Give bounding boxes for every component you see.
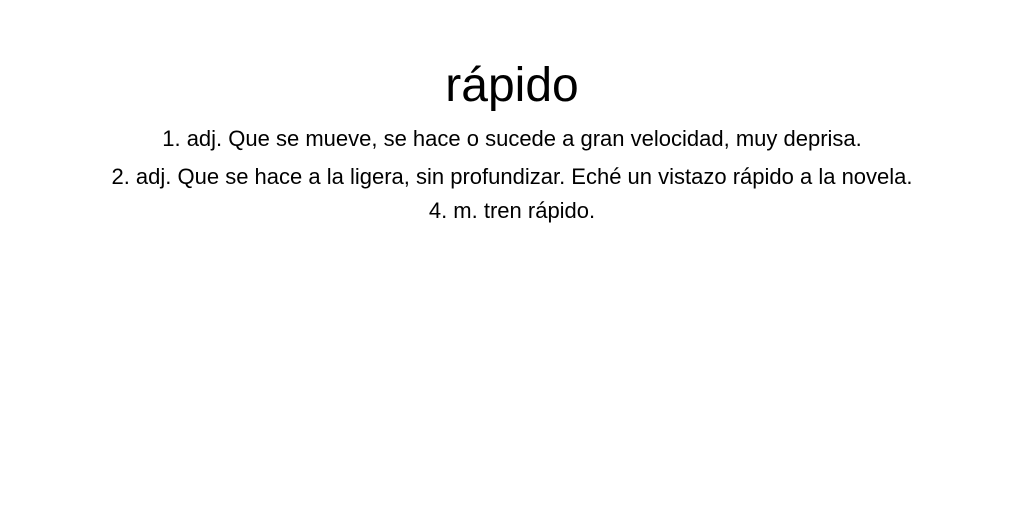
definition-item: 1. adj. Que se mueve, se hace o sucede a gran velocidad, muy deprisa. bbox=[162, 126, 862, 151]
headword: rápido bbox=[445, 59, 579, 112]
definition-item: 2. adj. Que se hace a la ligera, sin profundizar. Eché un vistazo rápido a la novela. bbox=[111, 164, 913, 189]
definition-list bbox=[87, 120, 937, 226]
dictionary-entry bbox=[0, 56, 1024, 226]
definition-item: 4. m. tren rápido. bbox=[428, 198, 596, 223]
